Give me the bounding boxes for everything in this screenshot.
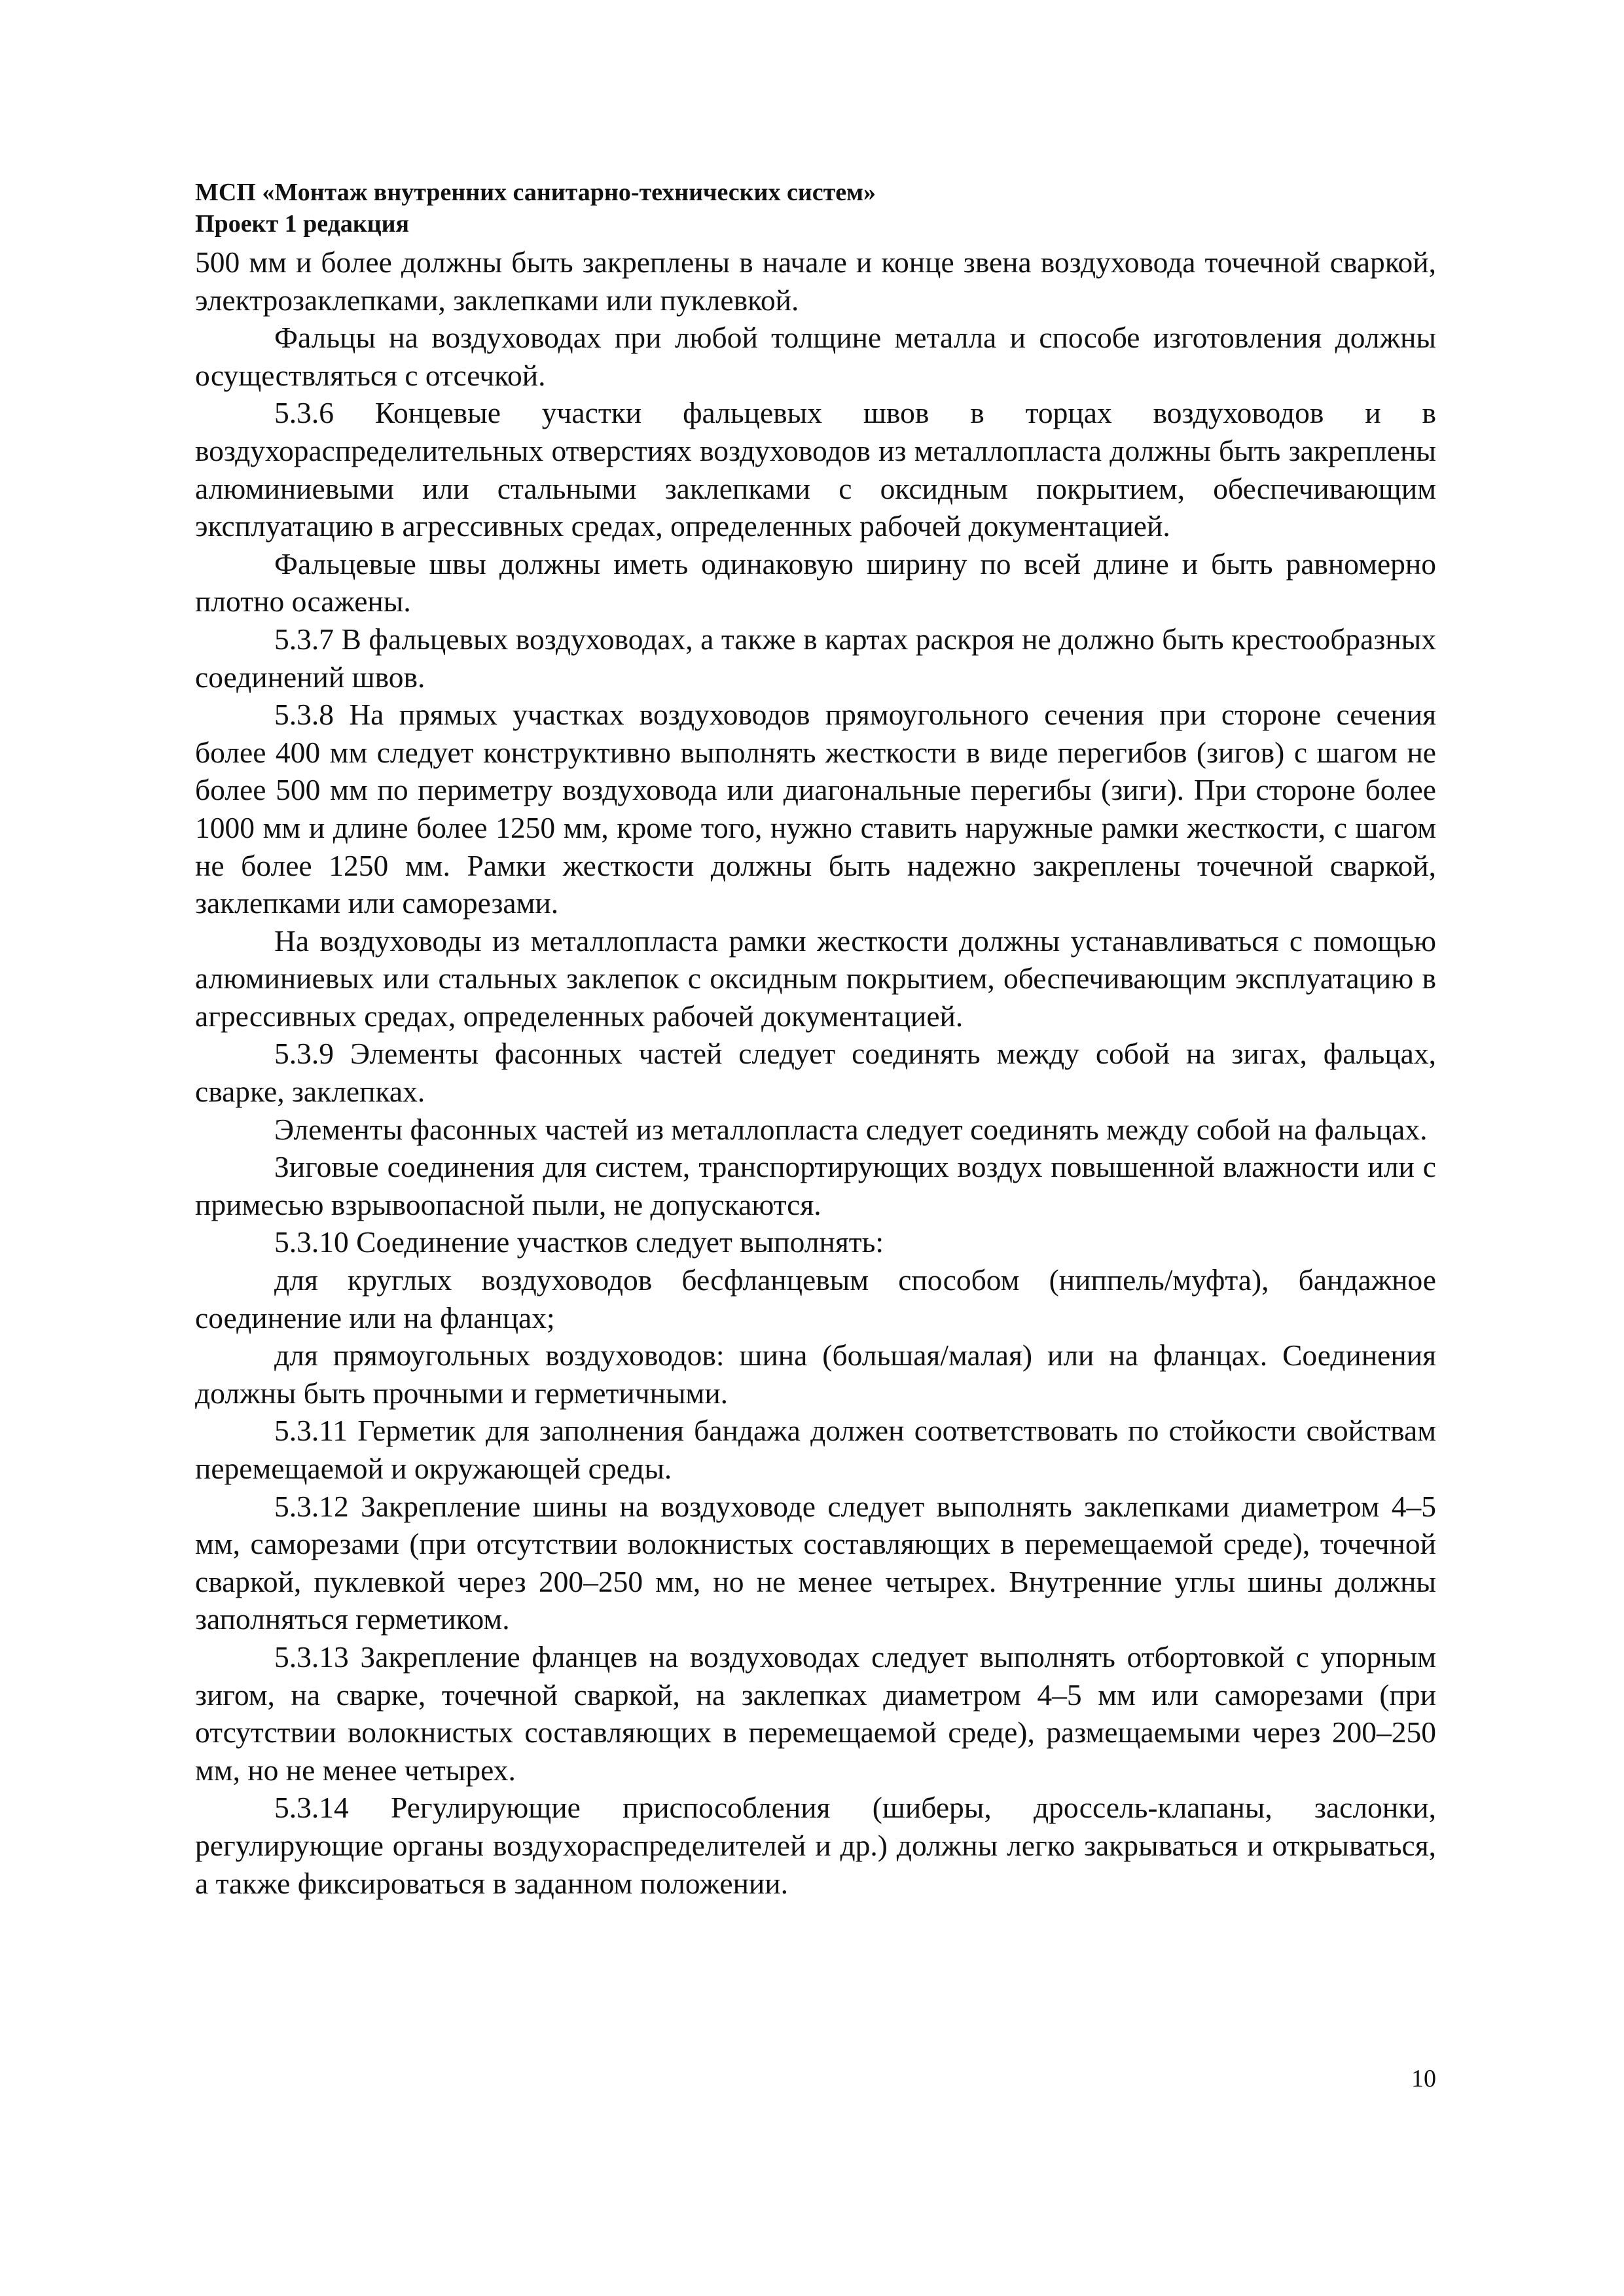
paragraph-zig-restrictions: Зиговые соединения для систем, транспортирующих воздух повышенной влажности или с примесью взрывоопасной пыли, не допускаются. xyxy=(195,1150,1436,1221)
paragraph-5-3-13: 5.3.13 Закрепление фланцев на воздуховодах следует выполнять отбортовкой с упорным зигом, на сварке, точечной сваркой, на заклепках диаметром 4–5 мм или саморезами (при отсутствии волокнистых составляющих в перемещаемой среде), размещаемыми через 200–250 мм, но не менее четырех. xyxy=(195,1640,1436,1787)
paragraph-5-3-8: 5.3.8 На прямых участках воздуховодов прямоугольного сечения при стороне сечения более 400 мм следует конструктивно выполнять жесткости в виде перегибов (зигов) с шагом не более 500 мм по периметру воздуховода или диагональные перегибы (зиги). При стороне более 1000 мм и длине более 1250 мм, кроме того, нужно ставить наружные рамки жесткости, с шагом не более 1250 мм. Рамки жесткости должны быть надежно закреплены точечной сваркой, заклепками или саморезами. xyxy=(195,698,1436,920)
header-standard-title: МСП «Монтаж внутренних санитарно-технических систем» xyxy=(195,179,876,206)
paragraph-welding-continuation: 500 мм и более должны быть закреплены в начале и конце звена воздуховода точечной сваркой, электрозаклепками, заклепками или пуклевкой. xyxy=(195,245,1436,317)
paragraph-seam-width: Фальцевые швы должны иметь одинаковую ширину по всей длине и быть равномерно плотно осажены. xyxy=(195,547,1436,619)
page-number: 10 xyxy=(1411,2065,1436,2092)
paragraph-rectangular-ducts: для прямоугольных воздуховодов: шина (большая/малая) или на фланцах. Соединения должны быть прочными и герметичными. xyxy=(195,1338,1436,1410)
paragraph-5-3-10: 5.3.10 Соединение участков следует выполнять: xyxy=(274,1225,884,1259)
paragraph-5-3-12: 5.3.12 Закрепление шины на воздуховоде следует выполнять заклепками диаметром 4–5 мм, саморезами (при отсутствии волокнистых составляющих в перемещаемой среде), точечной сваркой, пуклевкой через 200–250 мм, но не менее четырех. Внутренние углы шины должны заполняться герметиком. xyxy=(195,1489,1436,1636)
paragraph-5-3-9: 5.3.9 Элементы фасонных частей следует соединять между собой на зигах, фальцах, сварке, заклепках. xyxy=(195,1037,1436,1109)
paragraph-5-3-11: 5.3.11 Герметик для заполнения бандажа должен соответствовать по стойкости свойствам перемещаемой и окружающей среды. xyxy=(195,1414,1436,1485)
paragraph-seams-cutoff: Фальцы на воздуховодах при любой толщине металла и способе изготовления должны осуществляться с отсечкой. xyxy=(195,321,1436,392)
header-edition: Проект 1 редакция xyxy=(195,210,410,238)
paragraph-5-3-14: 5.3.14 Регулирующие приспособления (шиберы, дроссель-клапаны, заслонки, регулирующие органы воздухораспределителей и др.) должны легко закрываться и открываться, а также фиксироваться в заданном положении. xyxy=(195,1791,1436,1900)
document-body xyxy=(195,243,1436,1902)
paragraph-5-3-6: 5.3.6 Концевые участки фальцевых швов в торцах воздуховодов и в воздухораспределительных отверстиях воздуховодов из металлопласта должны быть закреплены алюминиевыми или стальными заклепками с оксидным покрытием, обеспечивающим эксплуатацию в агрессивных средах, определенных рабочей документацией. xyxy=(195,396,1436,543)
paragraph-metalloplast-frames: На воздуховоды из металлопласта рамки жесткости должны устанавливаться с помощью алюминиевых или стальных заклепок с оксидным покрытием, обеспечивающим эксплуатацию в агрессивных средах, определенных рабочей документацией. xyxy=(195,924,1436,1033)
paragraph-round-ducts: для круглых воздуховодов бесфланцевым способом (ниппель/муфта), бандажное соединение или на фланцах; xyxy=(195,1263,1436,1335)
paragraph-5-3-7: 5.3.7 В фальцевых воздуховодах, а также в картах раскроя не должно быть крестообразных соединений швов. xyxy=(195,622,1436,694)
document-header xyxy=(195,177,1439,240)
paragraph-metalloplast-fittings: Элементы фасонных частей из металлопласта следует соединять между собой на фальцах. xyxy=(274,1112,1428,1146)
